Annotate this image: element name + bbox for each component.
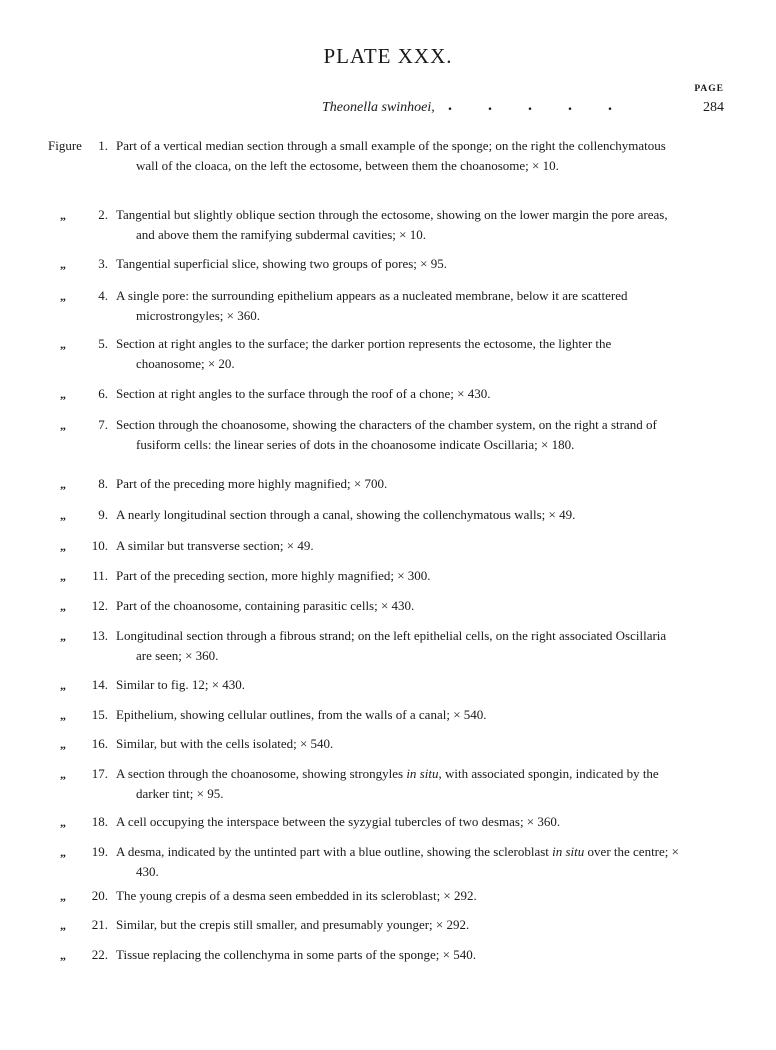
figure-number: 16. <box>91 736 108 751</box>
ditto-mark: „ <box>60 257 66 271</box>
figure-number: 14. <box>91 677 108 692</box>
figure-caption <box>116 764 680 804</box>
ditto-mark: „ <box>60 418 66 432</box>
figure-caption: Tangential but slightly oblique section through the ectosome, showing on the lower margin the pore areas, and above them the ramifying subdermal cavities; × 10. <box>116 207 668 242</box>
figure-label: Figure <box>48 138 82 153</box>
figure-caption: Epithelium, showing cellular outlines, from the walls of a canal; × 540. <box>116 707 487 722</box>
page-column-label: PAGE <box>694 84 724 94</box>
figure-caption: The young crepis of a desma seen embedded in its scleroblast; × 292. <box>116 888 477 903</box>
ditto-mark: „ <box>60 477 66 491</box>
ditto-mark: „ <box>60 208 66 222</box>
figure-number: 21. <box>91 917 108 932</box>
figure-number: 19. <box>91 844 108 859</box>
figure-caption: A single pore: the surrounding epithelium appears as a nucleated membrane, below it are scattered microstrongyles; × 360. <box>116 288 628 323</box>
figure-caption: Tissue replacing the collenchyma in some parts of the sponge; × 540. <box>116 947 476 962</box>
ditto-mark: „ <box>60 767 66 781</box>
caption-text: , with associated spongin, indicated by the darker tint; × 95. <box>136 766 659 801</box>
caption-text: A desma, indicated by the untinted part with a blue outline, showing the scleroblast <box>116 844 553 859</box>
ditto-mark: „ <box>60 387 66 401</box>
figure-caption: Similar, but with the cells isolated; × 540. <box>116 736 334 751</box>
caption-text: over the centre; × 430. <box>136 844 679 879</box>
figure-caption: Section at right angles to the surface through the roof of a chone; × 430. <box>116 386 491 401</box>
figure-caption: Part of a vertical median section through a small example of the sponge; on the right the collenchymatous wall of the cloaca, on the left the ectosome, between them the choanosome; × 10. <box>116 138 666 173</box>
figure-caption: Part of the preceding more highly magnified; × 700. <box>116 476 388 491</box>
ditto-mark: „ <box>60 569 66 583</box>
figure-number: 12. <box>91 598 108 613</box>
ditto-mark: „ <box>60 629 66 643</box>
figure-caption: Similar, but the crepis still smaller, and presumably younger; × 292. <box>116 917 470 932</box>
ditto-mark: „ <box>60 678 66 692</box>
ditto-mark: „ <box>60 539 66 553</box>
figure-number: 10. <box>91 538 108 553</box>
ditto-mark: „ <box>60 948 66 962</box>
figure-caption: Part of the choanosome, containing parasitic cells; × 430. <box>116 598 415 613</box>
figure-number: 2. <box>98 207 108 222</box>
figure-number: 20. <box>91 888 108 903</box>
figure-number: 13. <box>91 628 108 643</box>
caption-italic: in situ <box>552 844 585 859</box>
page-number: 284 <box>703 100 724 115</box>
figure-number: 17. <box>91 766 108 781</box>
figure-caption: Section through the choanosome, showing the characters of the chamber system, on the right a strand of fusiform cells: the linear series of dots in the choanosome indicate Oscillaria; × 180. <box>116 417 657 452</box>
ditto-mark: „ <box>60 289 66 303</box>
figure-number: 8. <box>98 476 108 491</box>
figure-caption: A cell occupying the interspace between the syzygial tubercles of two desmas; × 360. <box>116 814 561 829</box>
caption-italic: in situ <box>406 766 439 781</box>
caption-text: A section through the choanosome, showing strongyles <box>116 766 407 781</box>
ditto-mark: „ <box>60 815 66 829</box>
figure-caption: A similar but transverse section; × 49. <box>116 538 314 553</box>
figure-number: 11. <box>92 568 108 583</box>
ditto-mark: „ <box>60 708 66 722</box>
figure-caption: Part of the preceding section, more highly magnified; × 300. <box>116 568 431 583</box>
figure-caption <box>116 842 680 882</box>
ditto-mark: „ <box>60 737 66 751</box>
figure-number: 5. <box>98 336 108 351</box>
dot-leader: . . . . . <box>448 97 628 114</box>
figure-caption: Section at right angles to the surface; the darker portion represents the ectosome, the lighter the choanosome; × 20. <box>116 336 612 371</box>
figure-caption: A nearly longitudinal section through a canal, showing the collenchymatous walls; × 49. <box>116 507 576 522</box>
ditto-mark: „ <box>60 918 66 932</box>
figure-number: 6. <box>98 386 108 401</box>
figure-number: 15. <box>91 707 108 722</box>
figure-number: 18. <box>91 814 108 829</box>
figure-number: 22. <box>91 947 108 962</box>
figure-caption: Tangential superficial slice, showing two groups of pores; × 95. <box>116 256 447 271</box>
plate-title: PLATE XXX. <box>323 44 453 68</box>
figure-number: 4. <box>98 288 108 303</box>
ditto-mark: „ <box>60 845 66 859</box>
figure-number: 9. <box>98 507 108 522</box>
ditto-mark: „ <box>60 599 66 613</box>
ditto-mark: „ <box>60 508 66 522</box>
species-name: Theonella swinhoei, <box>322 100 435 115</box>
ditto-mark: „ <box>60 889 66 903</box>
figure-number: 3. <box>98 256 108 271</box>
figure-caption: Longitudinal section through a fibrous strand; on the left epithelial cells, on the right associated Oscillaria are seen; × 360. <box>116 628 667 663</box>
figure-number: 1. <box>98 138 108 153</box>
figure-number: 7. <box>98 417 108 432</box>
figure-caption: Similar to fig. 12; × 430. <box>116 677 246 692</box>
ditto-mark: „ <box>60 337 66 351</box>
